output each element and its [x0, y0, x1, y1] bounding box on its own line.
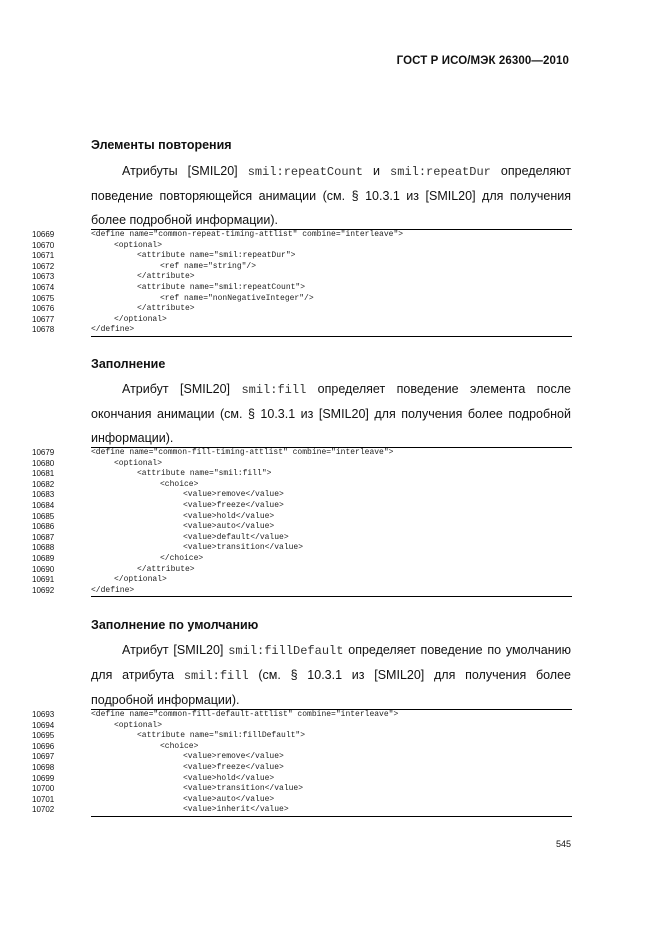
line-number: 10678 — [32, 325, 55, 335]
code-line — [32, 272, 572, 283]
text-run: Атрибут [SMIL20] — [122, 643, 229, 657]
code-line — [32, 304, 572, 315]
code-text: <value>hold</value> — [183, 773, 275, 783]
paragraph-line — [91, 184, 571, 208]
code-line — [32, 564, 572, 576]
line-number: 10673 — [32, 272, 55, 282]
line-number: 10672 — [32, 261, 55, 271]
text-run: подробной информации). — [91, 693, 240, 707]
line-number: 10677 — [32, 314, 55, 324]
line-number: 10698 — [32, 762, 55, 772]
text-run: для атрибута — [91, 668, 184, 682]
text-run: Атрибут [SMIL20] — [122, 382, 242, 396]
line-number: 10694 — [32, 720, 55, 730]
section-heading: Заполнение по умолчанию — [91, 618, 259, 632]
code-text: <ref name="string"/> — [160, 261, 257, 271]
code-text: </define> — [91, 585, 135, 595]
line-number: 10692 — [32, 585, 55, 595]
code-line — [32, 784, 572, 795]
code-line — [32, 741, 572, 753]
code-text: <value>inherit</value> — [183, 805, 289, 815]
code-text: <value>default</value> — [183, 532, 289, 542]
document-header: ГОСТ Р ИСО/МЭК 26300—2010 — [396, 55, 569, 67]
paragraph-line — [91, 402, 571, 426]
line-number: 10696 — [32, 741, 55, 751]
line-number: 10695 — [32, 731, 55, 741]
section-paragraph — [91, 159, 571, 232]
paragraph-line — [91, 638, 571, 663]
inline-code: smil:repeatCount — [247, 165, 363, 179]
code-line — [32, 448, 572, 459]
code-listing — [32, 229, 572, 337]
code-line — [32, 543, 572, 554]
code-text: </choice> — [160, 553, 204, 563]
code-text: <choice> — [160, 479, 199, 489]
line-number: 10702 — [32, 805, 55, 815]
line-number: 10679 — [32, 448, 55, 457]
code-text: <optional> — [114, 458, 163, 468]
text-run: (см. § 10.3.1 из [SMIL20] для получения более — [248, 668, 571, 682]
line-number: 10675 — [32, 293, 55, 303]
code-line — [32, 762, 572, 774]
code-text: </optional> — [114, 575, 167, 585]
code-text: </define> — [91, 325, 135, 335]
code-line — [32, 261, 572, 273]
code-text: <define name="common-fill-default-attlist" combine="interleave"> — [91, 710, 399, 719]
inline-code: smil:fillDefault — [228, 644, 344, 658]
code-text: <value>freeze</value> — [183, 500, 284, 510]
code-line — [32, 585, 572, 597]
code-text: </attribute> — [137, 272, 195, 282]
line-number: 10693 — [32, 710, 55, 719]
code-text: <define name="common-repeat-timing-attlist" combine="interleave"> — [91, 230, 404, 239]
code-text: <value>hold</value> — [183, 511, 275, 521]
line-number: 10690 — [32, 564, 55, 574]
page-number: 545 — [555, 839, 571, 849]
code-line — [32, 553, 572, 565]
code-text: <value>remove</value> — [183, 490, 284, 500]
code-text: </optional> — [114, 314, 167, 324]
line-number: 10681 — [32, 469, 55, 479]
section-paragraph — [91, 377, 571, 450]
code-line — [32, 469, 572, 480]
line-number: 10691 — [32, 575, 55, 585]
code-line — [32, 293, 572, 305]
code-text: <attribute name="smil:repeatCount"> — [137, 282, 306, 292]
section-heading: Элементы повторения — [91, 138, 232, 152]
text-run: более подробной информации). — [91, 213, 278, 227]
line-number: 10700 — [32, 784, 55, 794]
code-text: <optional> — [114, 720, 163, 730]
code-line — [32, 522, 572, 533]
inline-code: smil:fill — [183, 669, 249, 683]
code-line — [32, 731, 572, 742]
code-line — [32, 325, 572, 336]
section-heading: Заполнение — [91, 357, 166, 371]
code-line — [32, 511, 572, 523]
line-number: 10670 — [32, 240, 55, 250]
line-number: 10688 — [32, 543, 55, 553]
text-run: Атрибуты [SMIL20] — [122, 164, 248, 178]
line-number: 10671 — [32, 251, 55, 261]
code-line — [32, 773, 572, 785]
text-run: окончания анимации (см. § 10.3.1 из [SMIL20] для получения более подробной — [91, 407, 571, 421]
line-number: 10684 — [32, 500, 55, 510]
code-line — [32, 710, 572, 721]
text-run: поведение повторяющейся анимации (см. § 10.3.1 из [SMIL20] для получения — [91, 189, 571, 203]
code-line — [32, 532, 572, 544]
code-line — [32, 752, 572, 763]
code-text: <ref name="nonNegativeInteger"/> — [160, 293, 314, 303]
code-line — [32, 230, 572, 241]
line-number: 10699 — [32, 773, 55, 783]
code-line — [32, 479, 572, 491]
inline-code: smil:repeatDur — [390, 165, 491, 179]
code-line — [32, 314, 572, 326]
code-text: <value>remove</value> — [183, 752, 284, 762]
code-line — [32, 240, 572, 252]
paragraph-line — [91, 663, 571, 688]
code-line — [32, 251, 572, 262]
code-line — [32, 575, 572, 586]
code-text: <attribute name="smil:repeatDur"> — [137, 251, 296, 261]
code-line — [32, 720, 572, 732]
line-number: 10676 — [32, 304, 55, 314]
code-text: <value>transition</value> — [183, 784, 304, 794]
code-line — [32, 490, 572, 501]
line-number: 10669 — [32, 230, 55, 239]
code-text: </attribute> — [137, 564, 195, 574]
code-text: <define name="common-fill-timing-attlist" combine="interleave"> — [91, 448, 394, 457]
code-text: <value>transition</value> — [183, 543, 304, 553]
code-line — [32, 282, 572, 294]
code-text: <value>freeze</value> — [183, 762, 284, 772]
line-number: 10685 — [32, 511, 55, 521]
code-text: <value>auto</value> — [183, 522, 275, 532]
code-text: <optional> — [114, 240, 163, 250]
code-text: <value>auto</value> — [183, 794, 275, 804]
text-run: информации). — [91, 431, 174, 445]
line-number: 10682 — [32, 479, 55, 489]
code-text: <attribute name="smil:fill"> — [137, 469, 272, 479]
text-run: и — [362, 164, 391, 178]
code-text: <choice> — [160, 741, 199, 751]
code-line — [32, 458, 572, 470]
code-text: <attribute name="smil:fillDefault"> — [137, 731, 306, 741]
code-line — [32, 500, 572, 512]
line-number: 10701 — [32, 794, 55, 804]
line-number: 10687 — [32, 532, 55, 542]
line-number: 10674 — [32, 282, 55, 292]
text-run: определяет поведение элемента после — [306, 382, 571, 396]
line-number: 10697 — [32, 752, 55, 762]
line-number: 10683 — [32, 490, 55, 500]
text-run: определяют — [490, 164, 572, 178]
code-listing — [32, 447, 572, 597]
line-number: 10680 — [32, 458, 55, 468]
line-number: 10686 — [32, 522, 55, 532]
line-number: 10689 — [32, 553, 55, 563]
paragraph-line — [91, 377, 571, 402]
code-listing — [32, 709, 572, 817]
inline-code: smil:fill — [241, 383, 307, 397]
code-line — [32, 805, 572, 816]
section-paragraph — [91, 638, 571, 712]
text-run: определяет поведение по умолчанию — [343, 643, 571, 657]
code-line — [32, 794, 572, 806]
code-text: </attribute> — [137, 304, 195, 314]
paragraph-line — [91, 159, 571, 184]
